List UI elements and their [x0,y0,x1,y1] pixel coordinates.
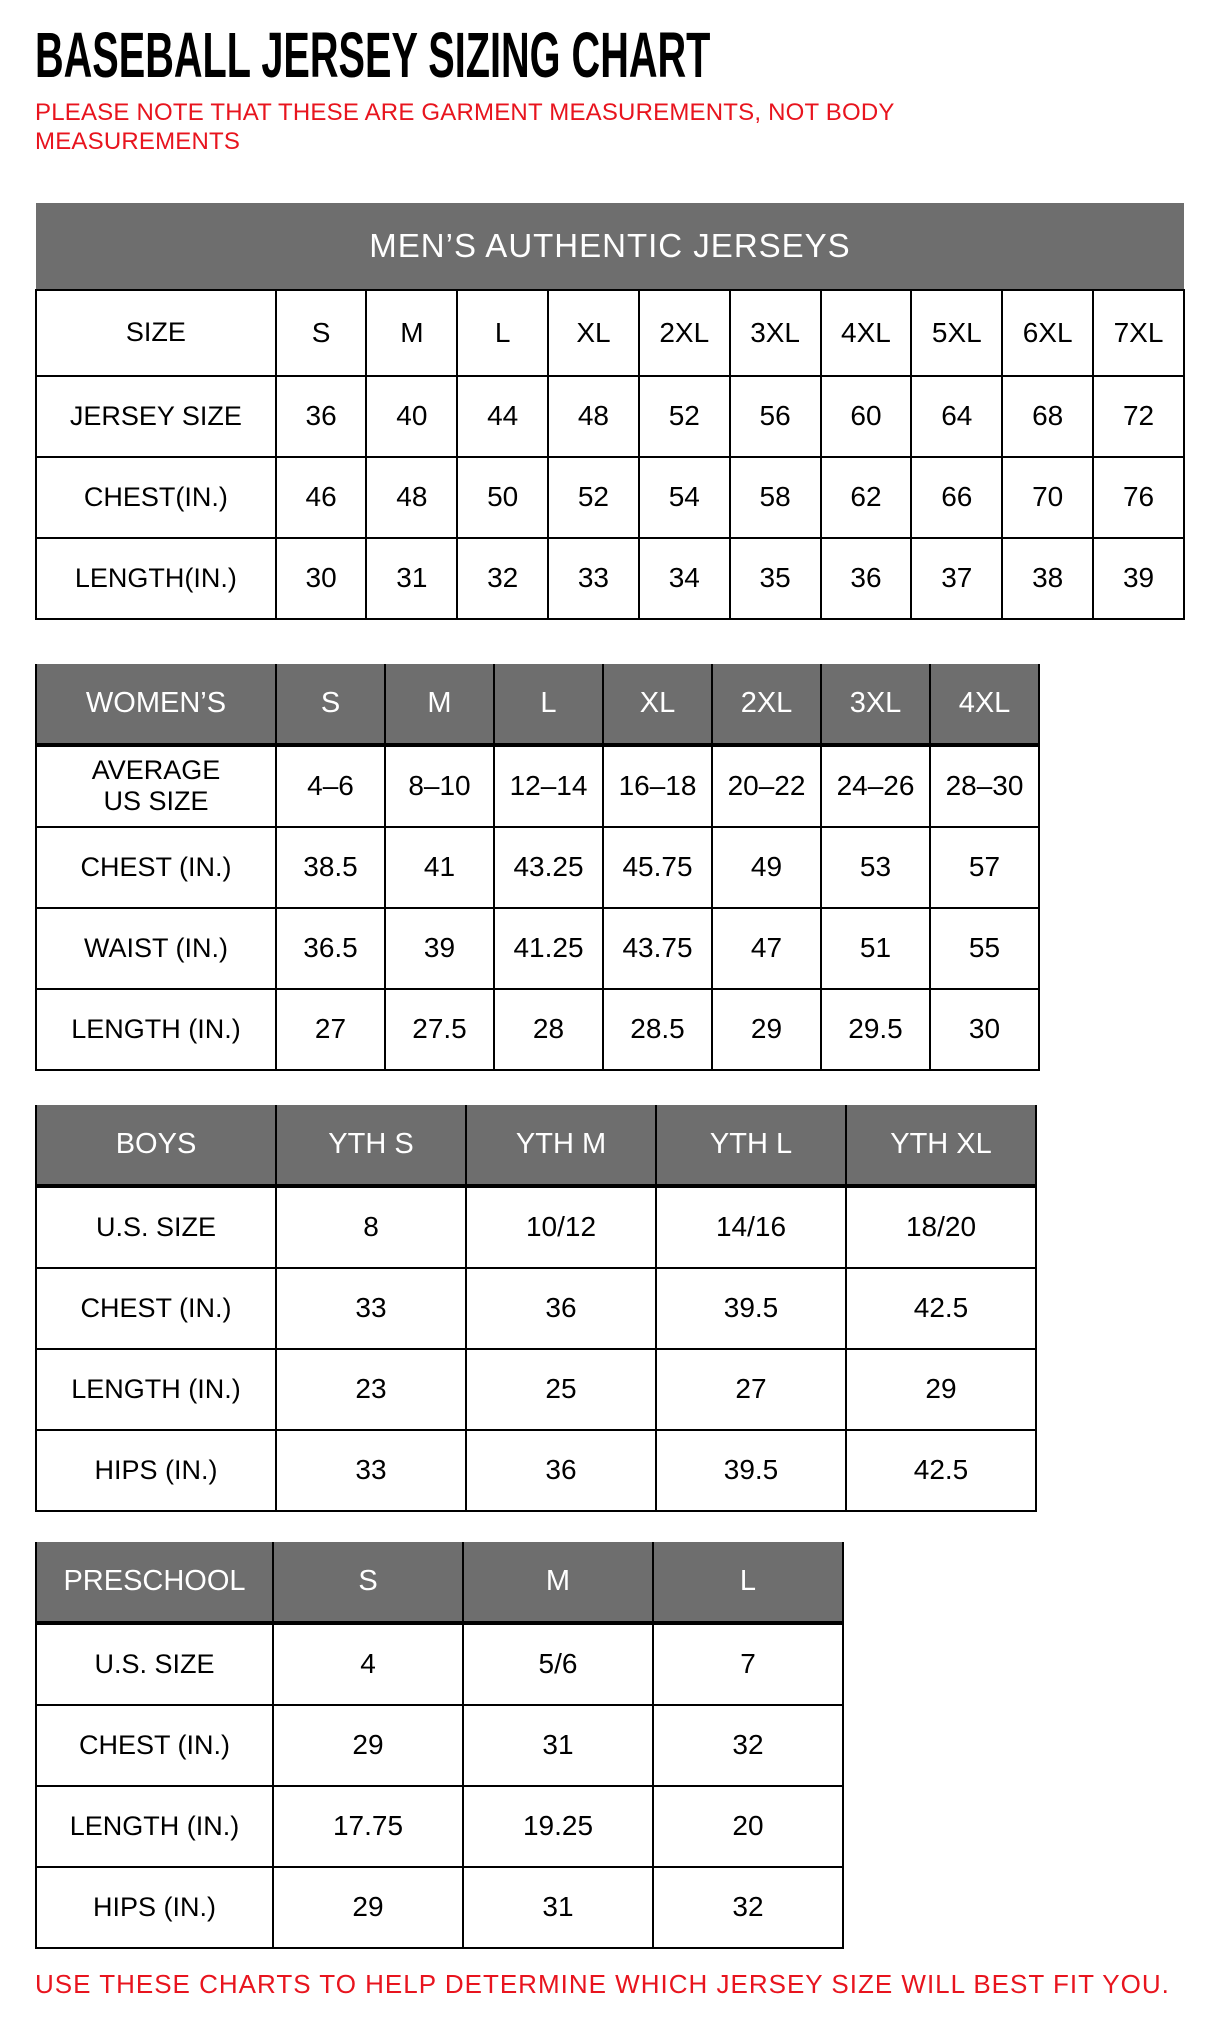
value-cell: 49 [712,827,821,908]
size-column-header: 5XL [911,290,1002,376]
value-cell: 19.25 [463,1786,653,1867]
value-cell: 30 [276,538,367,619]
value-cell: 32 [457,538,548,619]
value-cell: 18/20 [846,1186,1036,1268]
value-cell: 33 [276,1430,466,1511]
size-column-header: 3XL [821,664,930,745]
boys-table-section [35,1105,1185,1512]
value-cell: 53 [821,827,930,908]
size-column-header: 3XL [730,290,821,376]
value-cell: 17.75 [273,1786,463,1867]
value-cell: 29 [712,989,821,1070]
measurement-row [36,989,1039,1070]
banner-row [36,203,1184,290]
row-label-cell: CHEST (IN.) [36,827,276,908]
value-cell: 46 [276,457,367,538]
measurement-row [36,1430,1036,1511]
header-row [36,664,1039,745]
value-cell: 36 [821,538,912,619]
size-column-header: 4XL [821,290,912,376]
value-cell: 28 [494,989,603,1070]
value-cell: 45.75 [603,827,712,908]
preschool-sizing-table [35,1542,844,1949]
value-cell: 57 [930,827,1039,908]
value-cell: 20 [653,1786,843,1867]
size-column-header: 2XL [712,664,821,745]
size-column-header: S [273,1542,463,1623]
value-cell: 66 [911,457,1002,538]
row-label-cell: HIPS (IN.) [36,1867,273,1948]
value-cell: 38.5 [276,827,385,908]
header-row [36,1105,1036,1186]
value-cell: 70 [1002,457,1093,538]
value-cell: 52 [548,457,639,538]
value-cell: 27 [656,1349,846,1430]
measurement-row [36,538,1184,619]
measurement-row [36,908,1039,989]
boys-sizing-table [35,1105,1037,1512]
size-column-header: L [653,1542,843,1623]
measurement-row [36,457,1184,538]
value-cell: 16–18 [603,745,712,827]
value-cell: 36 [276,376,367,457]
value-cell: 29.5 [821,989,930,1070]
womens-sizing-table [35,664,1040,1071]
value-cell: 7 [653,1623,843,1705]
value-cell: 29 [846,1349,1036,1430]
value-cell: 54 [639,457,730,538]
value-cell: 48 [548,376,639,457]
value-cell: 29 [273,1867,463,1948]
value-cell: 39 [385,908,494,989]
value-cell: 43.75 [603,908,712,989]
value-cell: 52 [639,376,730,457]
header-row [36,1542,843,1623]
row-label-cell: LENGTH (IN.) [36,1349,276,1430]
measurement-row [36,1867,843,1948]
value-cell: 31 [463,1867,653,1948]
value-cell: 34 [639,538,730,619]
value-cell: 36 [466,1430,656,1511]
row-label-cell: LENGTH (IN.) [36,1786,273,1867]
value-cell: 28–30 [930,745,1039,827]
mens-banner-title: MEN’S AUTHENTIC JERSEYS [36,203,1184,290]
value-cell: 10/12 [466,1186,656,1268]
value-cell: 8–10 [385,745,494,827]
row-label-cell: CHEST (IN.) [36,1268,276,1349]
value-cell: 14/16 [656,1186,846,1268]
value-cell: 47 [712,908,821,989]
row-label-cell: LENGTH(IN.) [36,538,276,619]
value-cell: 8 [276,1186,466,1268]
value-cell: 50 [457,457,548,538]
row-label-cell: HIPS (IN.) [36,1430,276,1511]
value-cell: 28.5 [603,989,712,1070]
size-column-header: YTH S [276,1105,466,1186]
value-cell: 51 [821,908,930,989]
value-cell: 29 [273,1705,463,1786]
value-cell: 55 [930,908,1039,989]
value-cell: 20–22 [712,745,821,827]
value-cell: 35 [730,538,821,619]
measurement-row [36,1705,843,1786]
size-column-header: L [494,664,603,745]
measurement-row [36,827,1039,908]
measurement-row [36,1268,1036,1349]
value-cell: 32 [653,1867,843,1948]
size-column-header: S [276,290,367,376]
header-row [36,290,1184,376]
value-cell: 39.5 [656,1268,846,1349]
size-column-header: 6XL [1002,290,1093,376]
value-cell: 39.5 [656,1430,846,1511]
row-label-cell: CHEST (IN.) [36,1705,273,1786]
header-label-cell: PRESCHOOL [36,1542,273,1623]
row-label-cell: U.S. SIZE [36,1623,273,1705]
value-cell: 31 [366,538,457,619]
size-column-header: XL [548,290,639,376]
row-label-cell: AVERAGE US SIZE [36,745,276,827]
measurement-row [36,1349,1036,1430]
value-cell: 36.5 [276,908,385,989]
row-label-cell: JERSEY SIZE [36,376,276,457]
value-cell: 25 [466,1349,656,1430]
value-cell: 39 [1093,538,1184,619]
size-column-header: 7XL [1093,290,1184,376]
sizing-chart-page [35,19,1185,2000]
row-label-cell: LENGTH (IN.) [36,989,276,1070]
row-label-cell: CHEST(IN.) [36,457,276,538]
mens-sizing-table [35,203,1185,620]
value-cell: 43.25 [494,827,603,908]
size-column-header: YTH M [466,1105,656,1186]
value-cell: 41.25 [494,908,603,989]
value-cell: 42.5 [846,1268,1036,1349]
value-cell: 68 [1002,376,1093,457]
value-cell: 24–26 [821,745,930,827]
row-label-cell: U.S. SIZE [36,1186,276,1268]
header-label-cell: WOMEN’S [36,664,276,745]
value-cell: 30 [930,989,1039,1070]
size-column-header: S [276,664,385,745]
value-cell: 38 [1002,538,1093,619]
size-column-header: M [463,1542,653,1623]
value-cell: 62 [821,457,912,538]
value-cell: 76 [1093,457,1184,538]
value-cell: 27 [276,989,385,1070]
measurement-row [36,1786,843,1867]
value-cell: 4–6 [276,745,385,827]
value-cell: 5/6 [463,1623,653,1705]
row-label-cell: WAIST (IN.) [36,908,276,989]
footer-note: USE THESE CHARTS TO HELP DETERMINE WHICH JERSEY SIZE WILL BEST FIT YOU. [35,1968,1170,1999]
value-cell: 72 [1093,376,1184,457]
mens-table-section [35,203,1185,620]
size-column-header: 2XL [639,290,730,376]
header-label-cell: SIZE [36,290,276,376]
size-column-header: M [385,664,494,745]
value-cell: 12–14 [494,745,603,827]
preschool-table-section [35,1542,1185,1949]
size-column-header: 4XL [930,664,1039,745]
value-cell: 56 [730,376,821,457]
size-column-header: L [457,290,548,376]
size-column-header: XL [603,664,712,745]
value-cell: 48 [366,457,457,538]
header-label-cell: BOYS [36,1105,276,1186]
value-cell: 33 [548,538,639,619]
value-cell: 41 [385,827,494,908]
value-cell: 23 [276,1349,466,1430]
measurement-row [36,745,1039,827]
garment-measurements-note: PLEASE NOTE THAT THESE ARE GARMENT MEASUREMENTS, NOT BODY MEASUREMENTS [35,99,895,155]
size-column-header: YTH XL [846,1105,1036,1186]
value-cell: 42.5 [846,1430,1036,1511]
page-title: BASEBALL JERSEY SIZING CHART [35,19,711,91]
size-column-header: M [366,290,457,376]
value-cell: 31 [463,1705,653,1786]
size-column-header: YTH L [656,1105,846,1186]
womens-table-section [35,664,1185,1071]
value-cell: 44 [457,376,548,457]
value-cell: 36 [466,1268,656,1349]
value-cell: 40 [366,376,457,457]
value-cell: 60 [821,376,912,457]
measurement-row [36,1623,843,1705]
value-cell: 27.5 [385,989,494,1070]
value-cell: 33 [276,1268,466,1349]
value-cell: 58 [730,457,821,538]
value-cell: 37 [911,538,1002,619]
measurement-row [36,1186,1036,1268]
value-cell: 4 [273,1623,463,1705]
measurement-row [36,376,1184,457]
value-cell: 32 [653,1705,843,1786]
value-cell: 64 [911,376,1002,457]
